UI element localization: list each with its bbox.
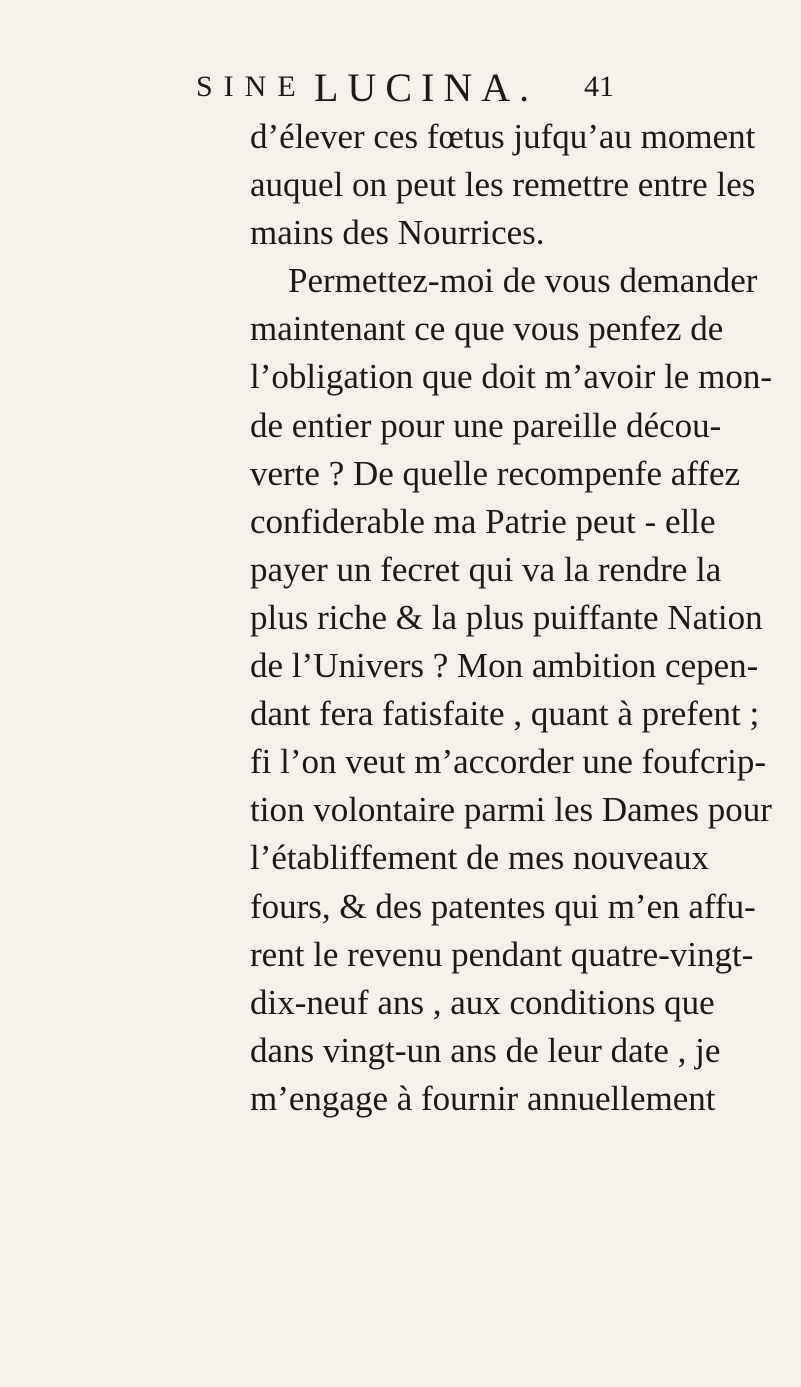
running-head-title: LUCINA. — [314, 65, 539, 110]
text-line: l’obligation que doit m’avoir le mon- — [250, 357, 772, 397]
page-number: 41 — [584, 70, 614, 103]
text-line: payer un fecret qui va la rendre la — [250, 549, 722, 589]
text-line: auquel on peut les remettre entre les — [250, 165, 756, 205]
text-line: dant fera fatisfaite , quant à prefent ; — [250, 694, 760, 734]
text-line: tion volontaire parmi les Dames pour — [250, 790, 772, 830]
text-line: confiderable ma Patrie peut - elle — [250, 501, 716, 541]
text-line: l’établiffement de mes nouveaux — [250, 838, 710, 878]
running-head — [196, 64, 776, 110]
text-line: mains des Nourrices. — [250, 213, 545, 253]
text-line: de entier pour une pareille décou- — [250, 405, 722, 445]
text-line: plus riche & la plus puiffante Nation — [250, 597, 763, 637]
text-line: d’élever ces fœtus jufqu’au moment — [250, 117, 756, 156]
text-line: fi l’on veut m’accorder une foufcrip- — [250, 742, 767, 782]
text-line: dix-neuf ans , aux conditions que — [250, 982, 715, 1022]
text-line: fours, & des patentes qui m’en affu- — [250, 886, 756, 926]
running-head-left: SINE — [196, 70, 307, 103]
text-line: maintenant ce que vous penfez de — [250, 309, 724, 349]
text-line: verte ? De quelle recompenfe affez — [250, 453, 741, 493]
body-text — [250, 113, 795, 1123]
text-line: de l’Univers ? Mon ambition cepen- — [250, 646, 759, 686]
text-line: Permettez-moi de vous demander — [288, 261, 758, 301]
text-line: dans vingt-un ans de leur date , je — [250, 1030, 721, 1070]
text-line: m’engage à fournir annuellement — [250, 1078, 716, 1118]
text-line: rent le revenu pendant quatre-vingt- — [250, 934, 754, 974]
